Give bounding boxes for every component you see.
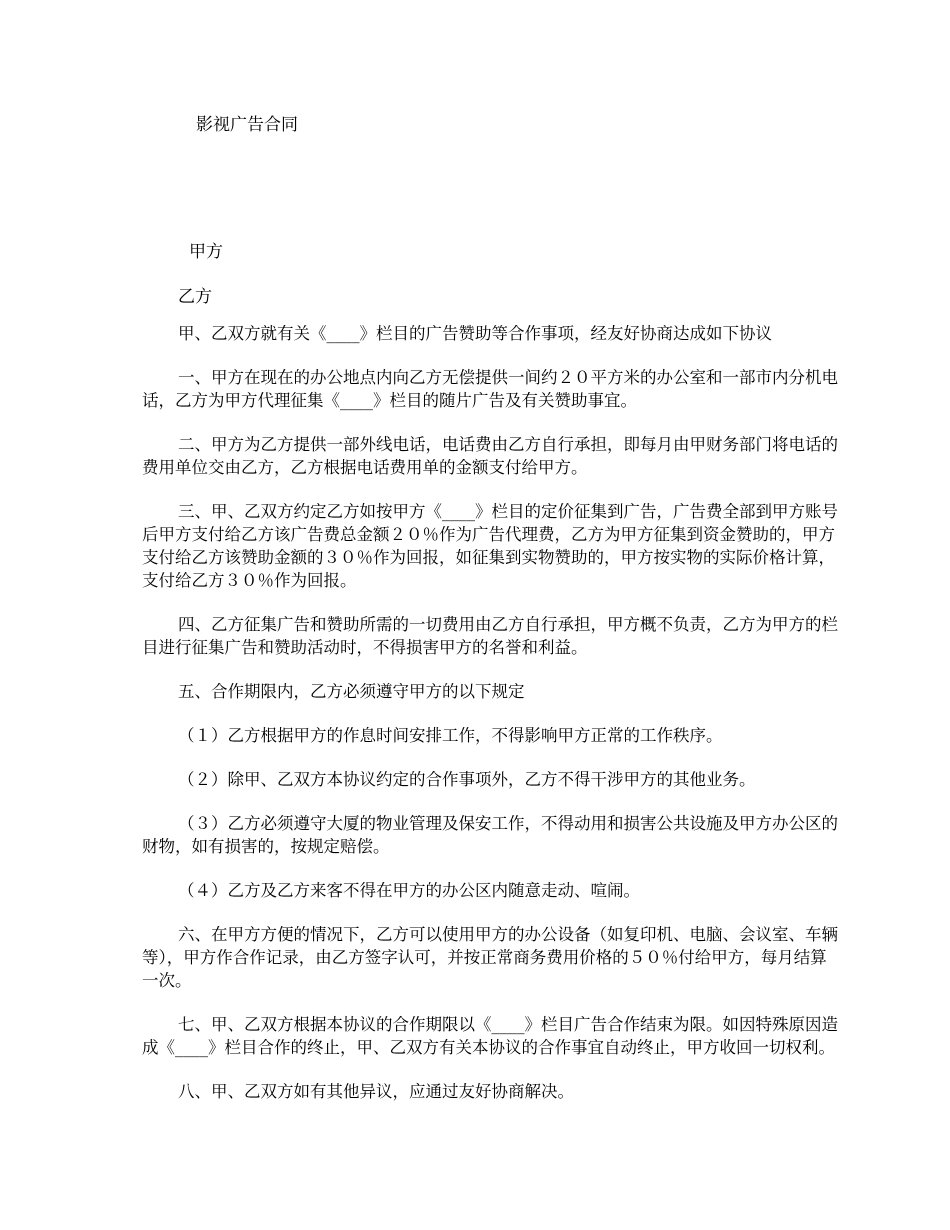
clause-7: 七、甲、乙双方根据本协议的合作期限以《____》栏目广告合作结束为限。如因特殊原因造成《____》栏目合作的终止，甲、乙双方有关本协议的合作事宜自动终止，甲方收回一切权利。 [142, 1015, 838, 1057]
clause-8: 八、甲、乙双方如有其他异议，应通过友好协商解决。 [178, 1082, 574, 1101]
clause-1: 一、甲方在现在的办公地点内向乙方无偿提供一间约２０平方米的办公室和一部市内分机电话，乙方为甲方代理征集《____》栏目的随片广告及有关赞助事宜。 [142, 368, 838, 410]
clause-3: 三、甲、乙双方约定乙方如按甲方《____》栏目的定价征集到广告，广告费全部到甲方账号后甲方支付给乙方该广告费总金额２０％作为广告代理费，乙方为甲方征集到资金赞助的，甲方支付给乙方该赞助金额的３０％作为回报，如征集到实物赞助的，甲方按实物的实际价格计算，支付给乙方３０％作为回报。 [142, 502, 838, 590]
document-title: 影视广告合同 [196, 115, 298, 135]
contract-body [142, 322, 842, 1124]
clause-6: 六、在甲方方便的情况下，乙方可以使用甲方的办公设备（如复印机、电脑、会议室、车辆等），甲方作合作记录，由乙方签字认可，并按正常商务费用价格的５０％付给甲方，每月结算一次。 [142, 925, 838, 990]
clause-4: 四、乙方征集广告和赞助所需的一切费用由乙方自行承担，甲方概不负责，乙方为甲方的栏目进行征集广告和赞助活动时，不得损害甲方的名誉和利益。 [142, 615, 838, 657]
clause-5-item-3: （３）乙方必须遵守大厦的物业管理及保安工作，不得动用和损害公共设施及甲方办公区的财物，如有损害的，按规定赔偿。 [142, 814, 838, 856]
party-b-label: 乙方 [178, 287, 212, 307]
clause-5-item-2: （２）除甲、乙双方本协议约定的合作事项外，乙方不得干涉甲方的其他业务。 [178, 770, 756, 789]
clause-5-item-1: （１）乙方根据甲方的作息时间安排工作，不得影响甲方正常的工作秩序。 [178, 726, 723, 745]
clause-5-item-4: （４）乙方及乙方来客不得在甲方的办公区内随意走动、喧闹。 [178, 881, 640, 900]
preamble-paragraph: 甲、乙双方就有关《____》栏目的广告赞助等合作事项，经友好协商达成如下协议 [178, 324, 772, 343]
party-a-label: 甲方 [189, 242, 223, 262]
clause-2: 二、甲方为乙方提供一部外线电话，电话费由乙方自行承担，即每月由甲财务部门将电话的费用单位交由乙方，乙方根据电话费用单的金额支付给甲方。 [142, 435, 838, 477]
clause-5: 五、合作期限内，乙方必须遵守甲方的以下规定 [178, 682, 525, 701]
